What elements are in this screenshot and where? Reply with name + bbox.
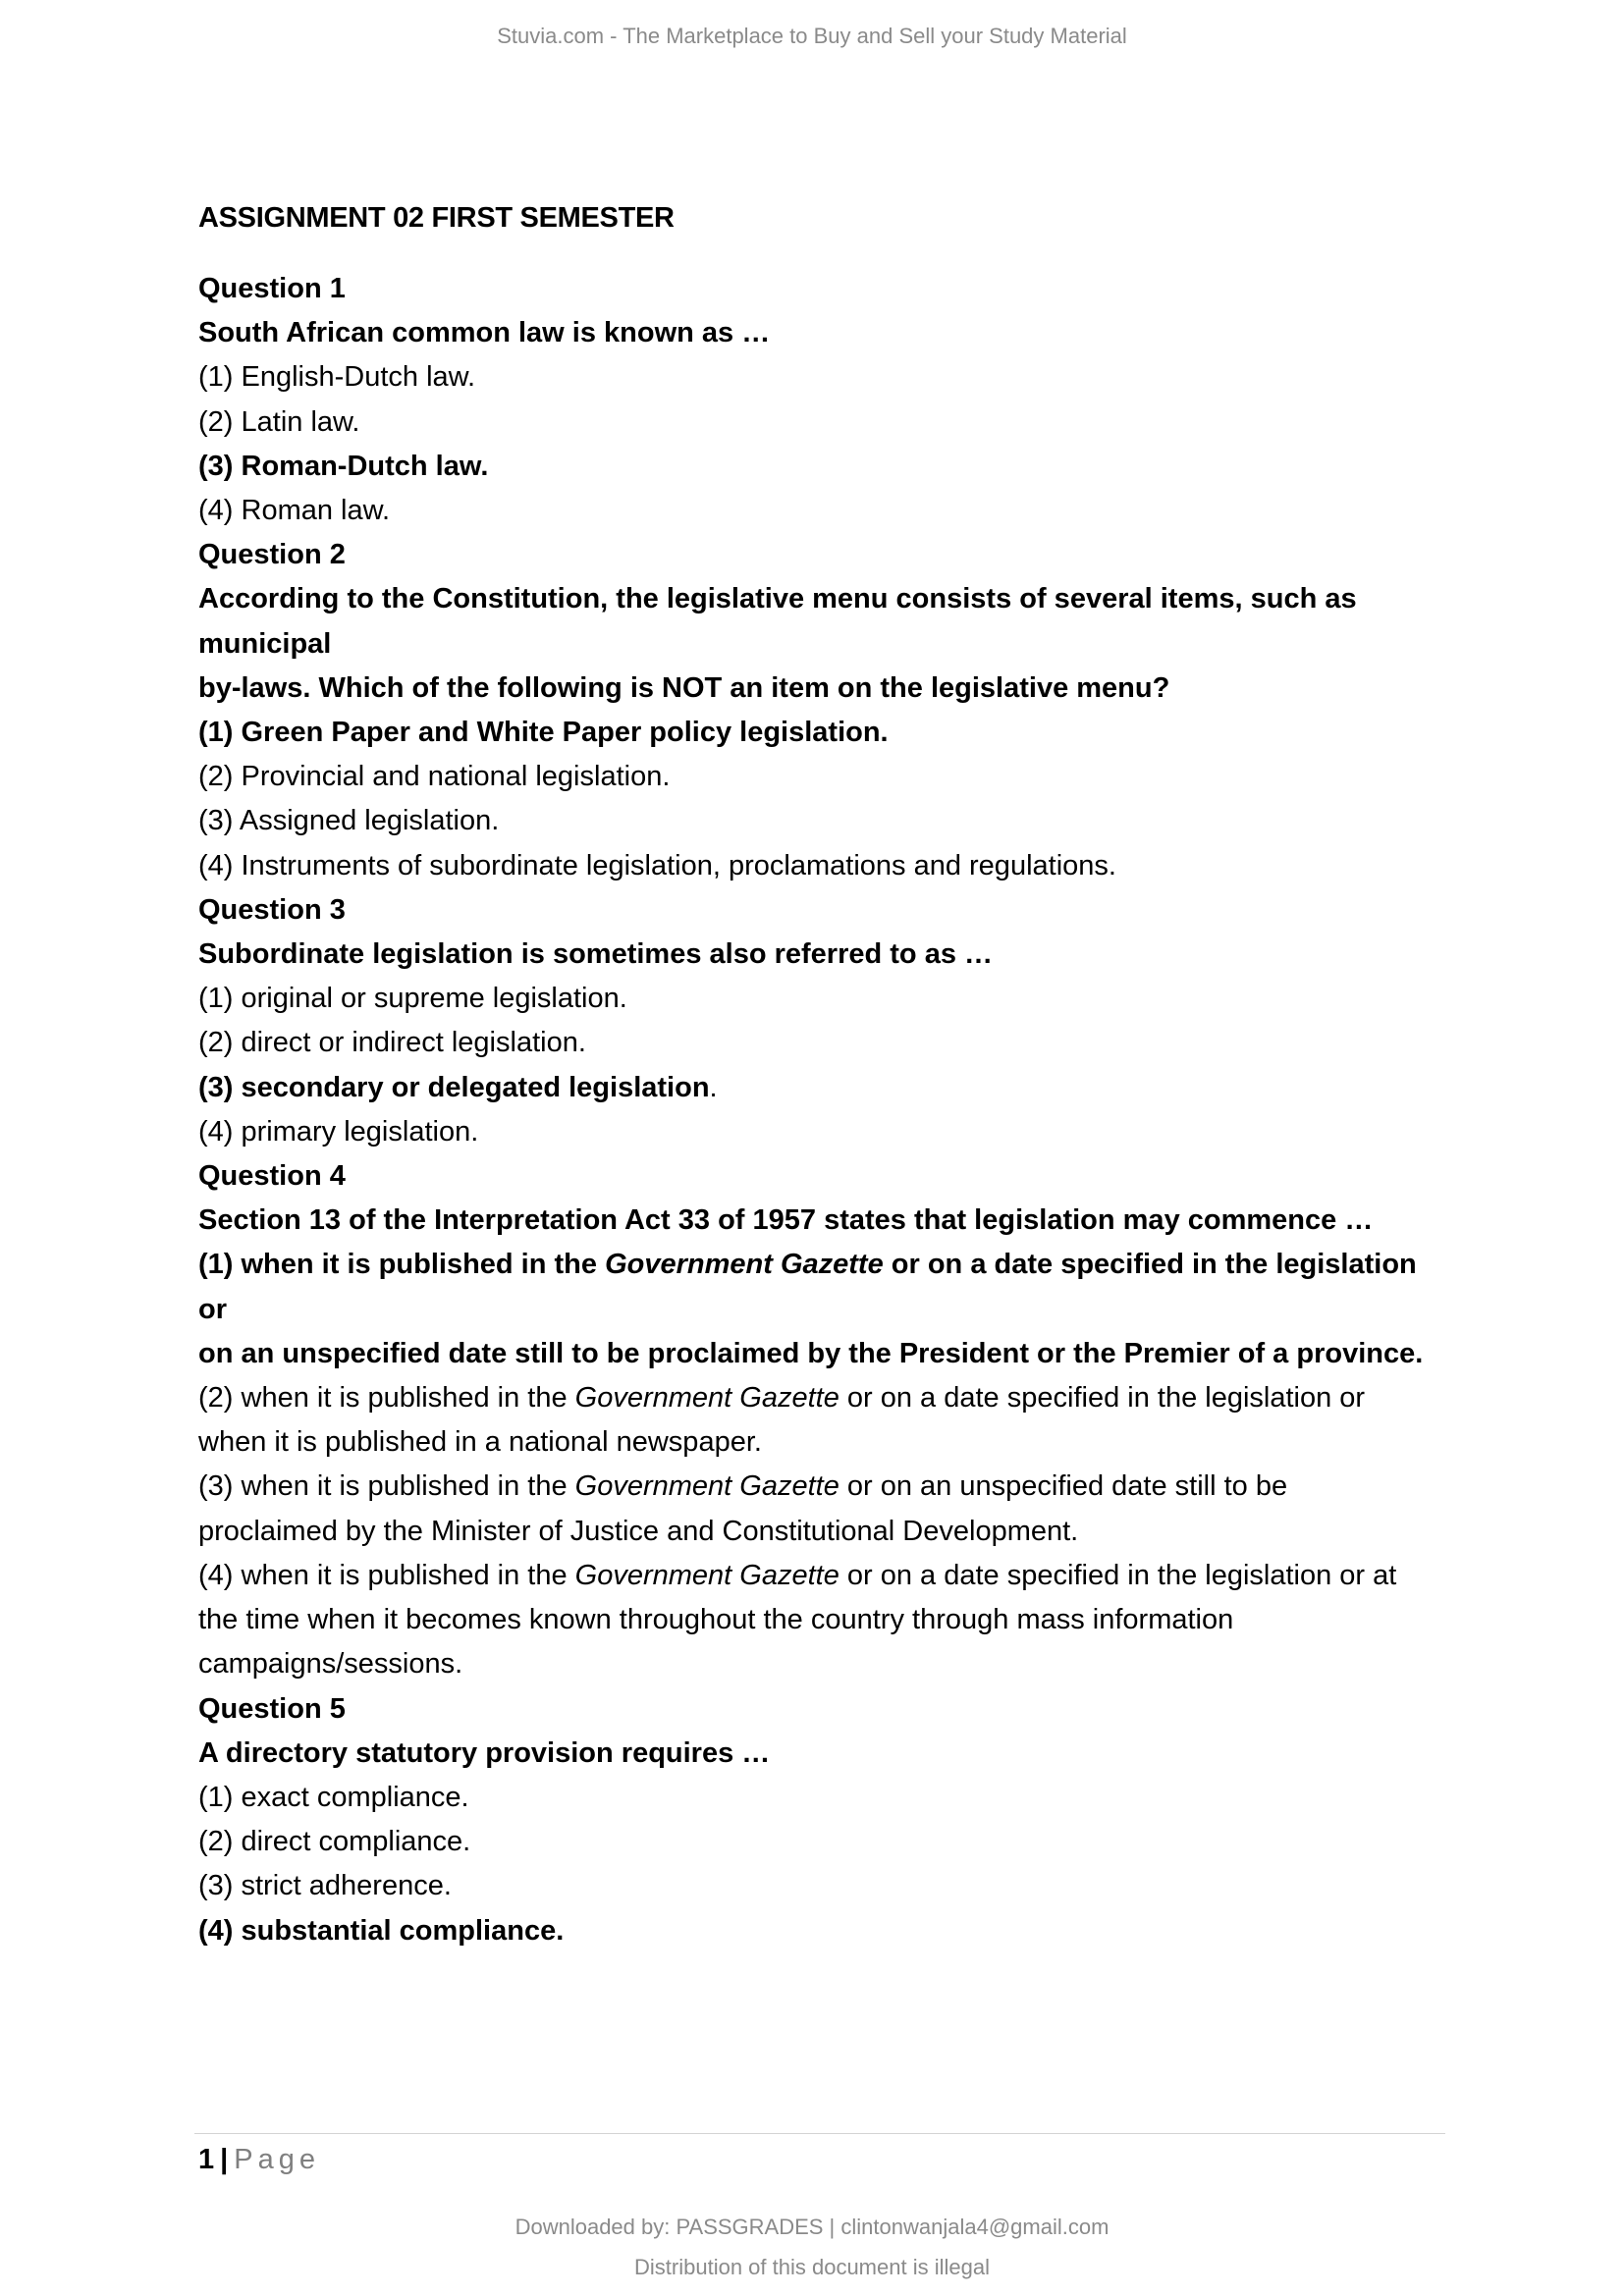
- question-5-option-3: (3) strict adherence.: [198, 1870, 452, 1902]
- question-2-option-3: (3) Assigned legislation.: [198, 805, 500, 837]
- question-2-prompt-line-1: According to the Constitution, the legislative menu consists of several items, such as municipal: [198, 583, 1357, 660]
- question-3-option-1: (1) original or supreme legislation.: [198, 983, 627, 1015]
- q4-opt3-end: or on an unspecified date still to be: [839, 1470, 1288, 1503]
- question-1-option-3-answer: (3) Roman-Dutch law.: [198, 450, 489, 482]
- page-number: 1: [198, 2144, 215, 2175]
- footer-divider: [194, 2133, 1445, 2134]
- q4-opt1-start: (1) when it is published in the: [198, 1249, 606, 1281]
- question-4-heading: Question 4: [198, 1160, 346, 1193]
- question-3-option-2: (2) direct or indirect legislation.: [198, 1027, 586, 1059]
- question-4-option-3-line-2: proclaimed by the Minister of Justice and Constitutional Development.: [198, 1515, 1079, 1547]
- question-5-option-4-answer: (4) substantial compliance.: [198, 1914, 565, 1947]
- question-5-option-2: (2) direct compliance.: [198, 1826, 471, 1858]
- q4-opt3-start: (3) when it is published in the: [198, 1470, 575, 1503]
- page-separator: |: [220, 2144, 229, 2175]
- question-4-option-4: [198, 1554, 1445, 1598]
- q4-opt3-gazette: Government Gazette: [574, 1470, 839, 1503]
- top-watermark: Stuvia.com - The Marketplace to Buy and Sell your Study Material: [497, 24, 1127, 48]
- question-4-option-3: [198, 1465, 1445, 1509]
- question-4-option-4-line-2: the time when it becomes known throughout the country through mass information: [198, 1604, 1234, 1636]
- page-number-footer: [198, 2140, 320, 2179]
- question-3-option-3-period: .: [709, 1071, 718, 1103]
- question-3-option-3-answer: (3) secondary or delegated legislation: [198, 1071, 710, 1103]
- question-4-option-4-line-3: campaigns/sessions.: [198, 1648, 463, 1681]
- question-1-heading: Question 1: [198, 273, 346, 304]
- question-2-prompt-line-2: by-laws. Which of the following is NOT an item on the legislative menu?: [198, 671, 1170, 704]
- downloaded-by-watermark: Downloaded by: PASSGRADES | clintonwanjala4@gmail.com: [514, 2215, 1110, 2239]
- question-5-prompt: A directory statutory provision requires …: [198, 1736, 771, 1769]
- q4-opt2-gazette: Government Gazette: [574, 1382, 839, 1415]
- q4-opt1-gazette: Government Gazette: [605, 1249, 884, 1281]
- document-body: [198, 196, 1445, 1953]
- question-2-option-2: (2) Provincial and national legislation.: [198, 761, 671, 793]
- q4-opt4-gazette: Government Gazette: [574, 1559, 839, 1591]
- document-title: ASSIGNMENT 02 FIRST SEMESTER: [198, 202, 675, 234]
- question-4-option-1-answer: [198, 1243, 1445, 1331]
- question-4-option-2: [198, 1376, 1445, 1420]
- question-2-option-4: (4) Instruments of subordinate legislation, proclamations and regulations.: [198, 849, 1116, 881]
- question-2-option-1-answer: (1) Green Paper and White Paper policy legislation.: [198, 717, 889, 749]
- question-1-option-4: (4) Roman law.: [198, 495, 391, 527]
- question-5-option-1: (1) exact compliance.: [198, 1781, 469, 1813]
- q4-opt1-end: or on a date specified in the legislation or: [198, 1249, 1417, 1325]
- question-4-option-2-line-2: when it is published in a national newspaper.: [198, 1426, 762, 1459]
- question-4-option-1-line-2: on an unspecified date still to be proclaimed by the President or the Premier of a province.: [198, 1337, 1424, 1369]
- question-1-option-1: (1) English-Dutch law.: [198, 361, 476, 394]
- page-label: Page: [234, 2144, 320, 2175]
- question-3-option-3: [198, 1066, 1445, 1110]
- question-4-prompt: Section 13 of the Interpretation Act 33 of 1957 states that legislation may commence …: [198, 1204, 1374, 1237]
- question-2-heading: Question 2: [198, 539, 346, 571]
- distribution-notice: Distribution of this document is illegal: [634, 2255, 990, 2279]
- question-1-option-2: (2) Latin law.: [198, 405, 360, 438]
- question-1-prompt: South African common law is known as …: [198, 317, 771, 349]
- question-3-option-4: (4) primary legislation.: [198, 1115, 479, 1148]
- question-3-prompt: Subordinate legislation is sometimes also referred to as …: [198, 938, 994, 971]
- q4-opt4-end: or on a date specified in the legislation or at: [839, 1559, 1397, 1591]
- question-3-heading: Question 3: [198, 893, 346, 926]
- q4-opt2-start: (2) when it is published in the: [198, 1382, 575, 1415]
- q4-opt2-end: or on a date specified in the legislation or: [839, 1382, 1366, 1415]
- question-5-heading: Question 5: [198, 1692, 346, 1725]
- q4-opt4-start: (4) when it is published in the: [198, 1559, 575, 1591]
